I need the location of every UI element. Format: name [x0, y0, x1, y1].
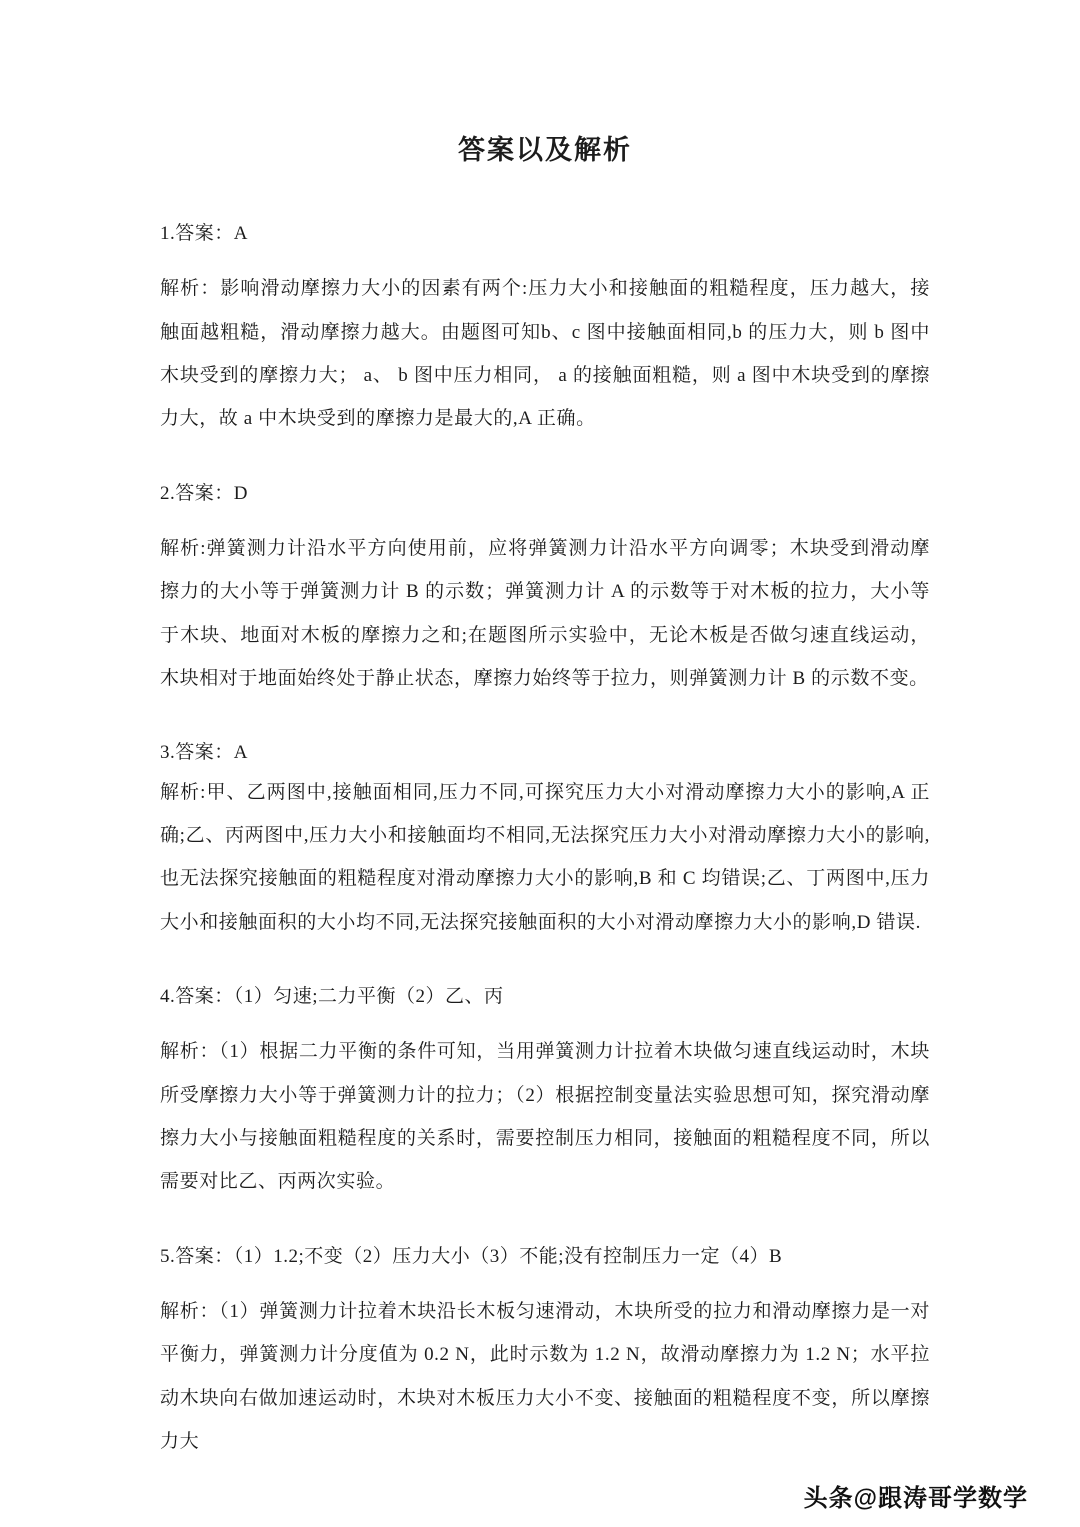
- watermark-text: 头条@跟涛哥学数学: [803, 1485, 1028, 1512]
- analysis-paragraph-4: 解析：（1）根据二力平衡的条件可知，当用弹簧测力计拉着木块做匀速直线运动时，木块所受摩擦力大小等于弹簧测力计的拉力；（2）根据控制变量法实验思想可知，探究滑动摩擦力大小与接触面粗糙程度的关系时，需要控制压力相同，接触面的粗糙程度不同，所以需要对比乙、丙两次实验。: [160, 1041, 930, 1193]
- watermark: [804, 1478, 1028, 1513]
- analysis-paragraph-3: 解析:甲、乙两图中,接触面相同,压力不同,可探究压力大小对滑动摩擦力大小的影响,A 正确;乙、丙两图中,压力大小和接触面均不相同,无法探究压力大小对滑动摩擦力大小的影响,也无法探究接触面的粗糙程度对滑动摩擦力大小的影响,B 和 C 均错误;乙、丁两图中,压力大小和接触面积的大小均不同,无法探究接触面积的大小对滑动摩擦力大小的影响,D 错误.: [160, 781, 930, 933]
- answer-line-1: 1.答案：A: [160, 223, 248, 244]
- analysis-paragraph-5: 解析：（1）弹簧测力计拉着木块沿长木板匀速滑动，木块所受的拉力和滑动摩擦力是一对平衡力，弹簧测力计分度值为 0.2 N，此时示数为 1.2 N，故滑动摩擦力为 1.2 N；水平拉动木块向右做加速运动时，木块对木板压力大小不变、接触面的粗糙程度不变，所以摩擦力大: [160, 1300, 930, 1452]
- analysis-paragraph-1: 解析：影响滑动摩擦力大小的因素有两个:压力大小和接触面的粗糙程度，压力越大，接触面越粗糙，滑动摩擦力越大。由题图可知b、c 图中接触面相同,b 的压力大，则 b 图中木块受到的摩擦力大； a、 b 图中压力相同， a 的接触面粗糙，则 a 图中木块受到的摩擦力大，故 a 中木块受到的摩擦力是最大的,A 正确。: [160, 278, 930, 430]
- answer-line-5: 5.答案：（1）1.2;不变（2）压力大小（3）不能;没有控制压力一定（4）B: [160, 1245, 783, 1267]
- answer-item-2: [160, 479, 930, 701]
- answer-item-1: [160, 219, 930, 441]
- answer-item-4: [160, 982, 930, 1204]
- page-title: 答案以及解析: [458, 135, 632, 165]
- answer-line-2: 2.答案：D: [160, 482, 248, 504]
- answer-line-3: 3.答案：A: [160, 742, 248, 764]
- answer-item-3: [160, 738, 930, 944]
- answer-line-4: 4.答案：（1）匀速;二力平衡（2）乙、丙: [160, 985, 504, 1007]
- analysis-paragraph-2: 解析:弹簧测力计沿水平方向使用前，应将弹簧测力计沿水平方向调零；木块受到滑动摩擦力的大小等于弹簧测力计 B 的示数；弹簧测力计 A 的示数等于对木板的拉力，大小等于木块、地面对木板的摩擦力之和;在题图所示实验中，无论木板是否做匀速直线运动，木块相对于地面始终处于静止状态，摩擦力始终等于拉力，则弹簧测力计 B 的示数不变。: [160, 538, 930, 689]
- answer-item-5: [160, 1242, 930, 1464]
